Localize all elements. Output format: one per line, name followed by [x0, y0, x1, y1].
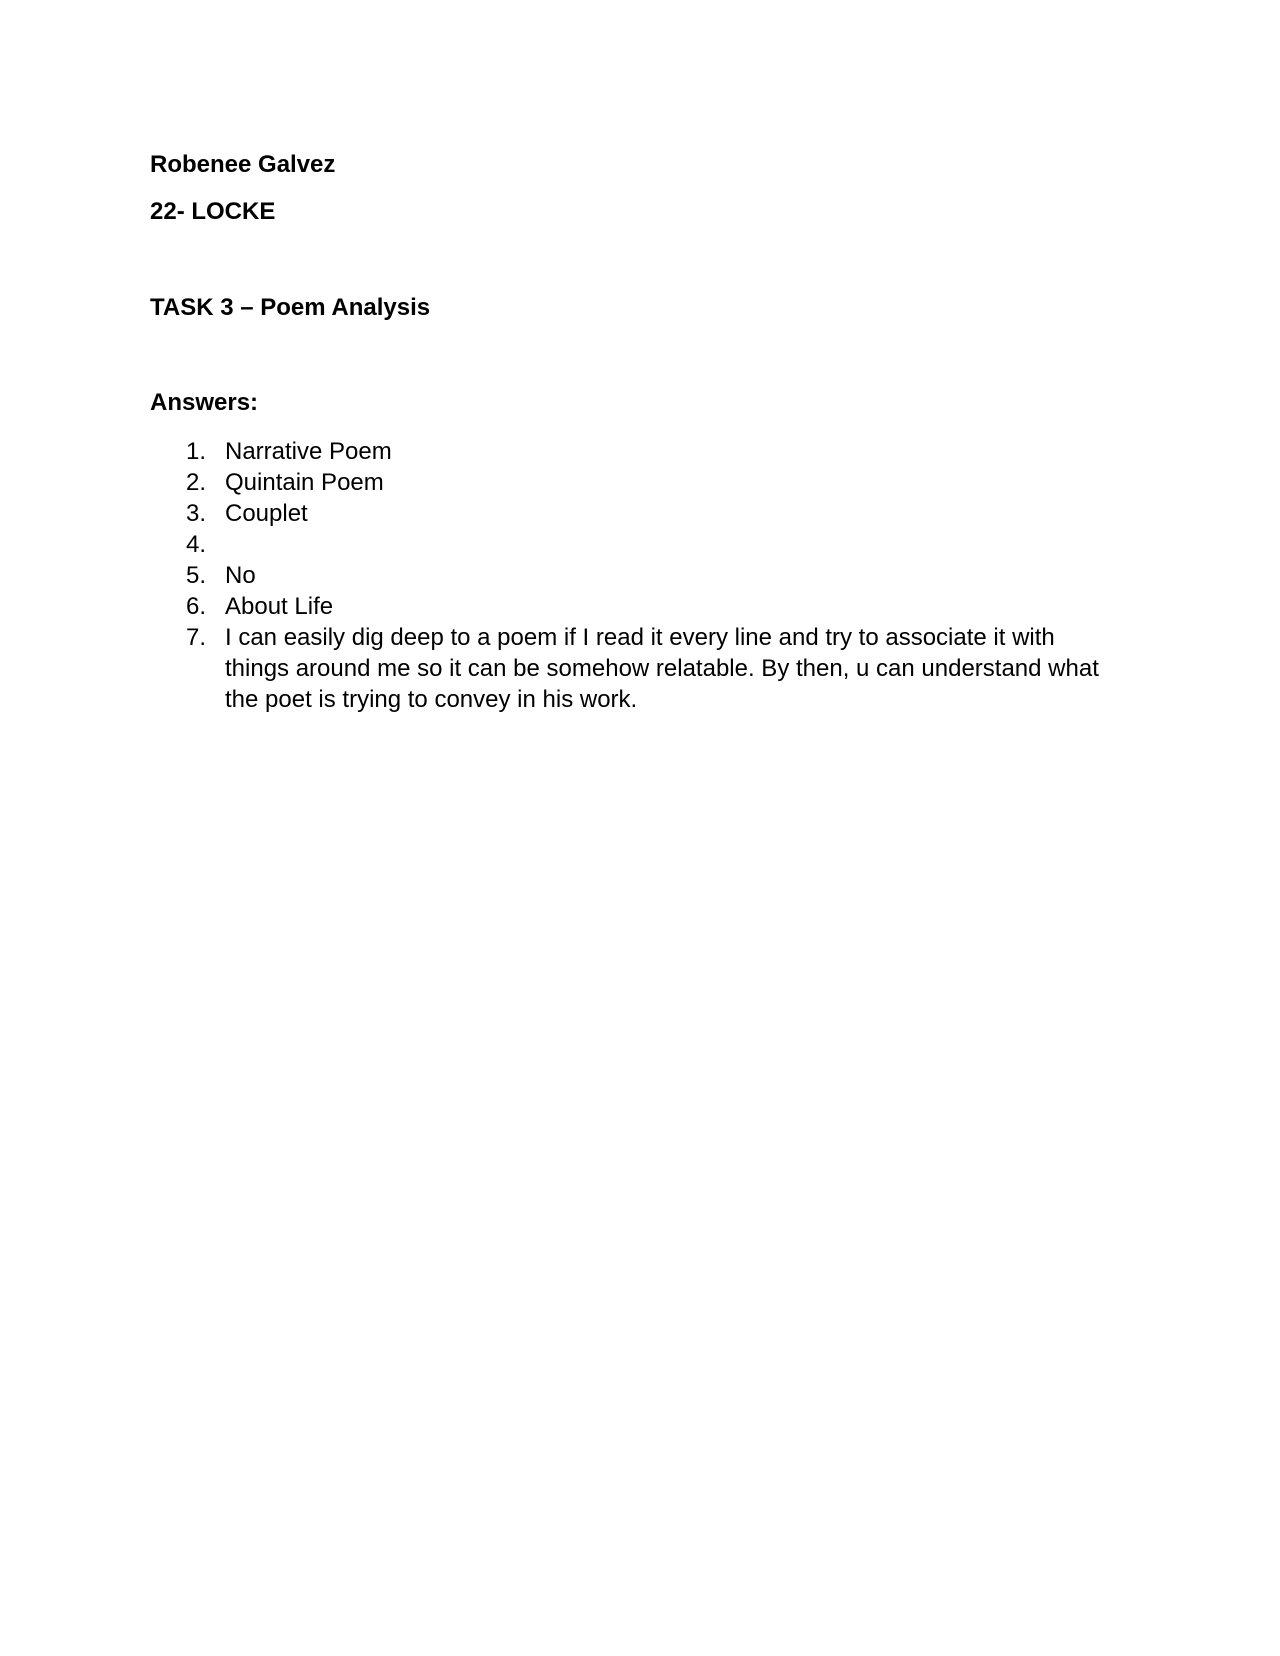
- section-label: 22- LOCKE: [150, 198, 276, 225]
- answer-number: 5.: [186, 562, 207, 589]
- answer-item-1: [150, 436, 1110, 467]
- answer-text: I can easily dig deep to a poem if I read it every line and try to associate it with things around me so it can be somehow relatable. By then, u can understand what the poet is trying to convey in his work.: [225, 624, 1099, 713]
- student-name: Robenee Galvez: [150, 151, 336, 178]
- answer-item-3: [150, 498, 1110, 529]
- answer-text: About Life: [225, 593, 334, 620]
- answer-text: Quintain Poem: [225, 469, 384, 496]
- answer-number: 4.: [186, 531, 207, 558]
- answer-text: Couplet: [225, 500, 308, 527]
- answer-item-6: [150, 591, 1110, 622]
- answer-item-5: [150, 560, 1110, 591]
- answer-number: 3.: [186, 500, 207, 527]
- answer-text: No: [225, 562, 256, 589]
- answer-number: 7.: [186, 624, 207, 651]
- answers-list: [150, 436, 1110, 715]
- answer-number: 6.: [186, 593, 207, 620]
- answer-item-4: [150, 529, 1110, 560]
- answer-item-2: [150, 467, 1110, 498]
- answer-item-7: [150, 622, 1110, 715]
- answer-text: Narrative Poem: [225, 438, 392, 465]
- answers-heading: Answers:: [150, 389, 259, 416]
- answer-text: [225, 529, 1110, 560]
- answer-number: 2.: [186, 469, 207, 496]
- task-title: TASK 3 – Poem Analysis: [150, 294, 431, 321]
- answer-number: 1.: [186, 438, 207, 465]
